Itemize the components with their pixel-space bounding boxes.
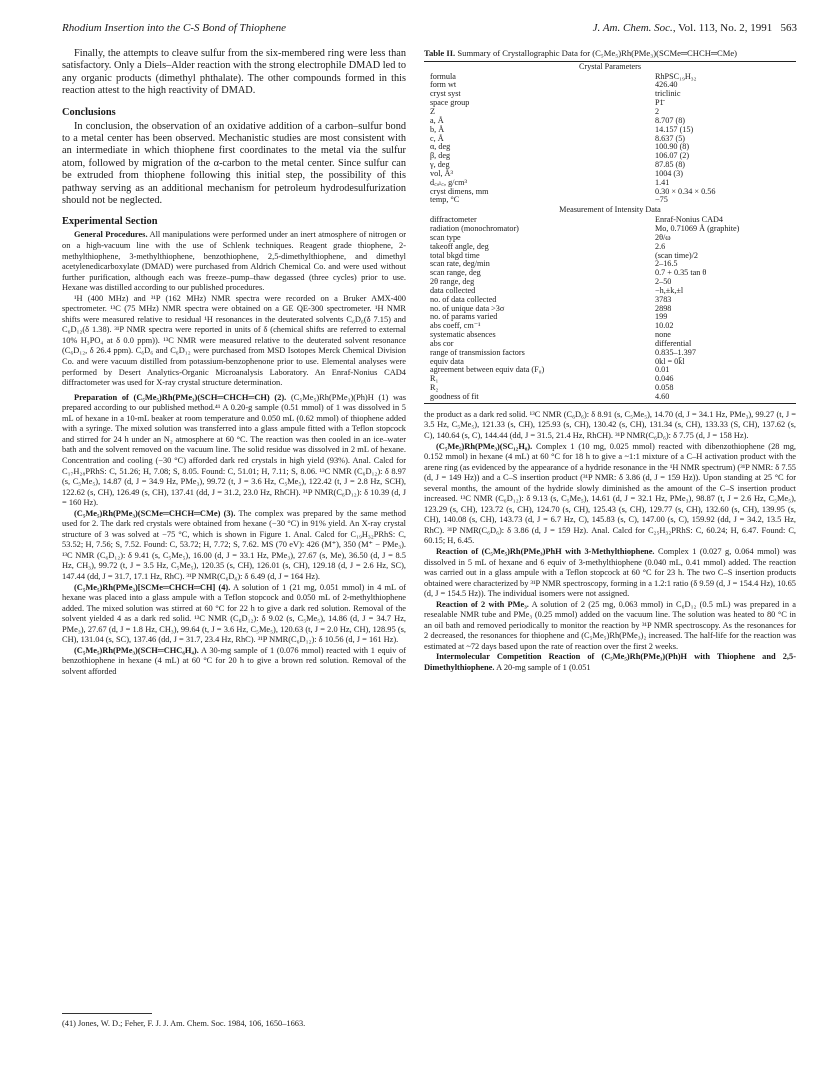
right-column — [424, 48, 796, 674]
table-cell-value: 0kl = 0k̄l — [655, 356, 685, 366]
table-row — [424, 161, 796, 170]
general-procedures-paragraph — [62, 230, 406, 293]
table-caption-label: Table II. — [424, 48, 456, 58]
table-cell-label: no. of data collected — [430, 294, 497, 304]
conclusions-paragraph: In conclusion, the observation of an oxidative addition of a carbon–sulfur bond to a metal center has been observed. Mechanistic studies are most consistent with an intermediate in which thiophene first coordinates to the metal via the sulfur atom, followed by migration of the α-carbon to the metal center. Since sulfur can be extruded from thiophene following this initial step, the possibility of this pathway serving as an additional mechanism for petroleum hydrodesulfurization should not be neglected. — [62, 120, 406, 207]
table-cell-label: scan rate, deg/min — [430, 259, 490, 269]
table-row — [424, 135, 796, 144]
table-cell-value: 3783 — [655, 294, 672, 304]
table-cell-label: d꜀ₐₗ꜀, g/cm³ — [430, 177, 467, 187]
experimental-heading: Experimental Section — [62, 216, 158, 228]
table-row — [424, 117, 796, 126]
table-cell-value: 0.30 × 0.34 × 0.56 — [655, 186, 716, 196]
prep-8-text: A solution of 2 (25 mg, 0.063 mmol) in C₆D₁₂ (0.5 mL) was prepared in a resealable NMR tube and PMe₃ (0.25 mmol) added on the vacuum line. The solution was heated to 80 °C in an oil bath and removed periodically to monitor the reaction by ³¹P NMR spectroscopy. As the resonances for 2 decreased, the resonances for thiophene and (C₅Me₅)Rh(PMe₃)₂ increased. The half-life for the reaction was estimated at ~72 days based upon the rate of reaction over the first 2 weeks. — [424, 599, 796, 651]
table-cell-label: γ, deg — [430, 160, 450, 170]
prep-5-text: A 30-mg sample of 1 (0.076 mmol) reacted with 1 equiv of benzothiophene in hexane (4 mL) at 60 °C for 20 h to give a brown red solution. Removal of the solvent afforded — [62, 645, 406, 676]
table-row — [424, 393, 796, 402]
table-row — [424, 126, 796, 135]
prep-4-text: A solution of 1 (21 mg, 0.051 mmol) in 4 mL of hexane was placed into a glass ampule with a Teflon stopcock and 0.050 mL of 2-methylthiophene added. The mixed solution was stirred at 60 °C for 22 h to give a dark red solution. Removal of the solvent yielded 4 as a dark red solid. ¹³C NMR (C₆D₁₂): δ 9.02 (s, C₅Me₅), 14.86 (d, J = 34.7 Hz, PMe₃), 27.67 (d, J = 1.8 Hz, CH₃), 99.64 (t, J = 3.6 Hz, C₅Me₅), 120.63 (t, J = 2.0 Hz, CH), 128.95 (s, CH), 131.04 (s, SC), 137.46 (dd, J = 31.7, 23.4 Hz, RhC). ³¹P NMR(C₆D₁₂): δ 10.56 (d, J = 161 Hz). — [62, 582, 406, 645]
table-row — [424, 81, 796, 90]
table-cell-value: triclinic — [655, 89, 681, 99]
running-header — [62, 22, 797, 38]
footnote-rule — [62, 1013, 152, 1014]
table-cell-label: space group — [430, 98, 470, 108]
table-row — [424, 384, 796, 393]
table-cell-value: 2.6 — [655, 241, 666, 251]
table-cell-label: systematic absences — [430, 330, 496, 340]
table-cell-label: β, deg — [430, 151, 451, 161]
general-procedures-text: All manipulations were performed under an inert atmosphere of nitrogen or on a high-vacuum line with the use of Schlenk techniques. Reagent grade thiophene, 2-methylthiophene, 3-methylthiophene, benzothiophene, 2,5-dimethylthiophene, and dimethyl acetylenedicarboxylate (DMAD) were purchased from Aldrich Chemical Co. and were used without further purification, although each was freeze–pump–thaw degassed (three cycles) prior to use. Hexane was distilled according to our published procedures. — [62, 230, 407, 293]
table-cell-value: 2898 — [655, 303, 672, 313]
table-row — [424, 152, 796, 161]
table-cell-label: no. of params varied — [430, 312, 498, 322]
crystallographic-table — [424, 48, 796, 404]
table-cell-label: total bkgd time — [430, 250, 480, 260]
table-cell-value: 87.85 (8) — [655, 160, 686, 170]
table-cell-value: 0.835–1.397 — [655, 347, 696, 357]
table-cell-value: −75 — [655, 195, 668, 205]
table-cell-value: 2–50 — [655, 277, 672, 287]
journal-name: J. Am. Chem. Soc. — [592, 22, 673, 34]
table-row — [424, 349, 796, 358]
table-cell-value: 10.02 — [655, 321, 674, 331]
prep-5-paragraph — [62, 646, 406, 678]
table-cell-value: Enraf-Nonius CAD4 — [655, 215, 723, 225]
table-section-crystal-parameters: Crystal Parameters — [578, 61, 642, 71]
table-cell-label: 2θ range, deg — [430, 277, 475, 287]
table-cell-label: a, Å — [430, 115, 444, 125]
prep-4-title: (C₅Me₅)Rh(PMe₃)[SCMe═CHCH═CH] (4). — [74, 582, 231, 592]
table-row — [424, 278, 796, 287]
nmr-paragraph: ¹H (400 MHz) and ³¹P (162 MHz) NMR spectra were recorded on a Bruker AMX-400 spectrometer. ¹³C (75 MHz) NMR spectra were obtained on a GE QE-300 spectrometer. ¹H NMR shifts were measured relative to residual ¹H resonances in the deuterated solvents C₆D₆(δ 7.15) and C₆D₁₂(δ 1.38). ³¹P NMR spectra were reported in units of δ (chemical shifts are referred to external 10% H₃PO₄ at δ 0.0 ppm)). ¹³C NMR were measured relative to the deuterated solvent resonance (C₆D₁₂, δ 26.4 ppm). C₆D₆ and C₆D₁₂ were purchased from MSD Isotopes Merck Chemical Division Co. and were vacuum distilled from potassium-benzophenone prior to use. Elemental analyses were performed by Desert Analytics-Organic Microanalysis Laboratory. An Enraf-Nonius CAD4 diffractometer was used for X-ray crystal structure determination. — [62, 293, 406, 388]
table-cell-label: no. of unique data >3σ — [430, 303, 505, 313]
footnote: (41) Jones, W. D.; Feher, F. J. J. Am. Chem. Soc. 1984, 106, 1650–1663. — [62, 1019, 306, 1028]
table-cell-label: range of transmission factors — [430, 347, 525, 357]
prep-8-paragraph — [424, 600, 796, 653]
continued-paragraph: the product as a dark red solid. ¹³C NMR (C₆D₆): δ 8.91 (s, C₅Me₅), 14.70 (d, J = 34.1 Hz, PMe₃), 99.27 (t, J = 3.5 Hz, C₅Me₅), 121.33 (s, CH), 125.93 (s, CH), 130.42 (s, CH), 131.34 (s, CH), 133.33 (S, CH), 137.62 (s, C), 140.64 (s, C), 144.44 (dd, J = 31.5, 21.4 Hz, RhCH). ³¹P NMR(C₆D₆): δ 7.75 (d, J = 158 Hz). — [424, 409, 796, 440]
prep-9-paragraph — [424, 652, 796, 673]
table-cell-label: scan range, deg — [430, 268, 481, 278]
table-cell-label: abs coeff, cm⁻¹ — [430, 321, 481, 331]
table-cell-value: RhPSC₁₉H₃₂ — [655, 71, 697, 81]
prep-9-title: Intermolecular Competition Reaction of (C₅Me₅)Rh(PMe₃)(Ph)H with Thiophene and 2,5-Dimethylthiophene. — [424, 652, 796, 672]
prep-4-paragraph — [62, 583, 406, 646]
table-cell-value: 8.637 (5) — [655, 133, 686, 143]
table-cell-value: (scan time)/2 — [655, 250, 698, 260]
prep-2-paragraph — [62, 393, 406, 509]
intro-paragraph: Finally, the attempts to cleave sulfur from the six-membered ring were less than satisfactory. Only a Diels–Alder reaction with the strong electrophile DMAD led to any organic products (dimethyl phthalate). The other compounds formed in this reaction attest to the high reactivity of DMAD. — [62, 48, 406, 97]
table-cell-value: 0.7 + 0.35 tan θ — [655, 268, 707, 278]
crystal-data-table — [424, 62, 796, 402]
table-cell-value: 4.60 — [655, 392, 670, 402]
prep-3-title: (C₅Me₅)Rh(PMe₃)(SCMe═CHCH═CMe) (3). — [74, 508, 236, 518]
right-body-text — [424, 410, 796, 674]
table-cell-label: Z — [430, 107, 436, 117]
table-cell-value: 1004 (3) — [655, 168, 683, 178]
table-cell-label: α, deg — [430, 142, 451, 152]
prep-9-text: A 20-mg sample of 1 (0.051 — [496, 662, 591, 672]
table-cell-label: vol, Å³ — [430, 168, 453, 178]
table-cell-label: c, Å — [430, 133, 444, 143]
table-row — [424, 188, 796, 197]
left-column — [62, 48, 406, 677]
table-section-intensity-data: Measurement of Intensity Data — [559, 205, 661, 215]
table-cell-label: b, Å — [430, 124, 445, 134]
table-cell-value: 0.058 — [655, 383, 674, 393]
table-cell-label: form wt — [430, 80, 457, 90]
prep-7-paragraph — [424, 547, 796, 600]
table-cell-label: formula — [430, 71, 456, 81]
table-row — [424, 90, 796, 99]
table-cell-value: −h,±k,±l — [655, 285, 684, 295]
table-cell-label: takeoff angle, deg — [430, 241, 489, 251]
table-cell-value: differential — [655, 338, 692, 348]
table-cell-value: none — [655, 330, 671, 340]
table-cell-value: 1.41 — [655, 177, 670, 187]
table-row — [424, 225, 796, 234]
table-row — [424, 375, 796, 384]
journal-citation: J. Am. Chem. Soc., Vol. 113, No. 2, 1991 563 — [592, 22, 797, 34]
table-row — [424, 108, 796, 117]
table-cell-value: 2θ/ω — [655, 232, 671, 242]
prep-7-text: Complex 1 (0.027 g, 0.064 mmol) was dissolved in 5 mL of hexane and 6 equiv of 3-methylthiophene (0.040 mL, 0.41 mmol) added. The reaction was carried out in a glass ampule with a Teflon stopcock at 60 °C for 23 h. The two C–S insertion products obtained were characterized by ³¹P NMR spectroscopy, forming in a 1.2:1 ratio (δ 9.59 (d, J = 154.4 Hz), 10.65 (d, J = 154.5 Hz)). The individual isomers were not assigned. — [424, 546, 797, 599]
table-cell-value: 0.046 — [655, 374, 674, 384]
table-cell-label: abs cor — [430, 338, 454, 348]
table-cell-value: 100.90 (8) — [655, 142, 690, 152]
table-row — [424, 331, 796, 340]
table-cell-label: temp, °C — [430, 195, 460, 205]
table-cell-value: 0.01 — [655, 365, 670, 375]
table-row — [424, 170, 796, 179]
prep-5-title: (C₅Me₅)Rh(PMe₃)(SCH═CHC₆H₄). — [74, 645, 199, 655]
table-caption — [424, 48, 796, 59]
table-cell-value: 106.07 (2) — [655, 151, 690, 161]
table-cell-value: P1̄ — [655, 98, 664, 108]
table-cell-label: goodness of fit — [430, 392, 479, 402]
table-cell-label: radiation (monochromator) — [430, 223, 519, 233]
table-cell-label: diffractometer — [430, 215, 477, 225]
prep-6-title: (C₅Me₅)Rh(PMe₃)(SC₁₂H₈). — [436, 441, 533, 451]
table-cell-label: equiv data — [430, 356, 464, 366]
prep-2-title: Preparation of (C₅Me₅)Rh(PMe₃)(SCH═CHCH═CH) (2). — [74, 392, 287, 402]
table-cell-value: 2–16.5 — [655, 259, 678, 269]
prep-6-text: Complex 1 (10 mg, 0.025 mmol) reacted with dibenzothiophene (28 mg, 0.152 mmol) in hexane (4 mL) at 60 °C for 18 h to give a ~1:1 mixture of a C–H activation product with the arene ring (as evidenced by the appearance of a hydride resonance in the ¹H NMR spectrum) (³¹P NMR: δ 7.55 (d, J = 149 Hz)) and a C–S insertion product (³¹P NMR: δ 3.86 (d, J = 159 Hz)). Upon standing at 25 °C for several months, the amount of the hydride slowly diminished as the amount of the C–S insertion product increased. ¹³C NMR (C₆D₁₂): δ 9.13 (s, C₅Me₅), 14.61 (d, J = 32.1 Hz, PMe₃), 98.87 (t, J = 2.6 Hz, C₅Me₅), 123.29 (s, CH), 123.72 (s, CH), 124.70 (s, CH), 125.43 (s, CH), 129.77 (s, CH), 132.60 (s, CH), 139.95 (s, CH), 140.08 (s, CH), 143.73 (d, J = 6.7 Hz, C), 145.83 (s, C), 147.00 (s, C), 159.92 (dd, J = 34.2, 13.5 Hz, RhC). ³¹P NMR(C₆D₆): δ 3.86 (d, J = 159 Hz). Anal. Calcd for C₂₅H₃₂PRhS: C, 60.24; H, 6.47. Found: C, 60.15; H, 6.45. — [424, 441, 797, 546]
table-cell-value: 14.157 (15) — [655, 124, 694, 134]
table-caption-text: Summary of Crystallographic Data for (C₅Me₅)Rh(PMe₃)(SCMe═CHCH═CMe) — [457, 48, 738, 58]
table-cell-value: 2 — [655, 107, 660, 117]
table-cell-value: 199 — [655, 312, 668, 322]
prep-2-text: (C₅Me₅)Rh(PMe₃)(Ph)H (1) was prepared according to our published method.⁴¹ A 0.20-g sample (0.51 mmol) of 1 was dissolved in 5 mL of hexane in a 10-mL beaker at room temperature and 0.050 mL (0.62 mmol) of thiophene added with a syringe. The mixed solution was transferred into a glass ampule fitted with a Teflon stopcock and stirred for 24 h under an N₂ atmosphere at 60 °C. The reaction was then cooled in an ice–water bath and the solvent removed on the vacuum line. The solid residue was dissolved in 2 mL of hexane. Concentration and cooling (−30 °C) afforded dark red crystals in high yield (93%). Anal. Calcd for C₁₇H₂₈PRhS: C, 51.26; H, 7.08; S, 8.05. Found: C, 51.01; H, 7.11; S, 8.06. ¹³C NMR (C₆D₁₂): δ 8.97 (s, C₅Me₅), 14.87 (d, J = 34.9 Hz, PMe₃), 99.72 (t, J = 3.6 Hz, C₅Me₅), 122.42 (t, J = 2.8 Hz, SCH), 122.62 (s, CH), 126.49 (s, CH), 137.41 (dd, J = 31.2, 23.0 Hz, RhCH). ³¹P NMR(C₆D₁₂): δ 10.39 (d, J = 160 Hz). — [62, 392, 406, 508]
prep-6-paragraph — [424, 442, 796, 547]
table-cell-label: R₂ — [430, 383, 439, 393]
running-title: Rhodium Insertion into the C-S Bond of Thiophene — [62, 22, 286, 34]
volume-info: Vol. 113, No. 2, 1991 — [678, 22, 773, 34]
table-cell-label: cryst dimens, mm — [430, 186, 489, 196]
table-row — [424, 99, 796, 108]
table-row — [424, 269, 796, 278]
prep-8-title: Reaction of 2 with PMe₃. — [436, 599, 529, 609]
prep-3-paragraph — [62, 509, 406, 583]
conclusions-heading: Conclusions — [62, 106, 116, 118]
page-number: 563 — [780, 22, 797, 34]
table-cell-label: cryst syst — [430, 89, 461, 99]
table-bottom-rule — [424, 403, 796, 404]
table-row — [424, 73, 796, 82]
table-cell-label: data collected — [430, 285, 476, 295]
table-cell-value: 426.40 — [655, 80, 678, 90]
prep-3-text: The complex was prepared by the same method used for 2. The dark red crystals were obtained from hexane (−30 °C) in 91% yield. An X-ray crystal structure of 3 was solved at −75 °C, which is shown in Figure 1. Anal. Calcd for C₁₉H₃₂PRhS: C, 53.52; H, 7.56; S, 7.52. Found: C, 53.72; H, 7.72; S, 7.62. MS (70 eV): 426 (M⁺), 350 (M⁺ − PMe₃). ¹³C NMR (C₆D₁₂): δ 9.41 (s, C₅Me₅), 16.00 (d, J = 33.1 Hz, PMe₃), 27.67 (s, Me), 36.50 (d, J = 8.5 Hz, CH₃), 99.72 (t, J = 3.5 Hz, C₅Me₅), 120.35 (s, CH), 126.01 (s, CH), 129.18 (d, J = 2.6 Hz, SC), 147.44 (dd, J = 31.7, 17.1 Hz, RhC). ³¹P NMR(C₆D₆): δ 6.49 (d, J = 164 Hz). — [62, 508, 406, 581]
table-row — [424, 196, 796, 205]
table-cell-value: 8.707 (8) — [655, 115, 686, 125]
table-row — [424, 366, 796, 375]
general-procedures-title: General Procedures. — [74, 230, 148, 240]
prep-7-title: Reaction of (C₅Me₅)Rh(PMe₃)PhH with 3-Methylthiophene. — [436, 546, 655, 556]
table-row — [424, 143, 796, 152]
table-cell-value: Mo, 0.71069 Å (graphite) — [655, 223, 740, 233]
table-cell-label: agreement between equiv data (F₀) — [430, 365, 545, 375]
table-cell-label: scan type — [430, 232, 461, 242]
table-cell-label: R₁ — [430, 374, 439, 384]
